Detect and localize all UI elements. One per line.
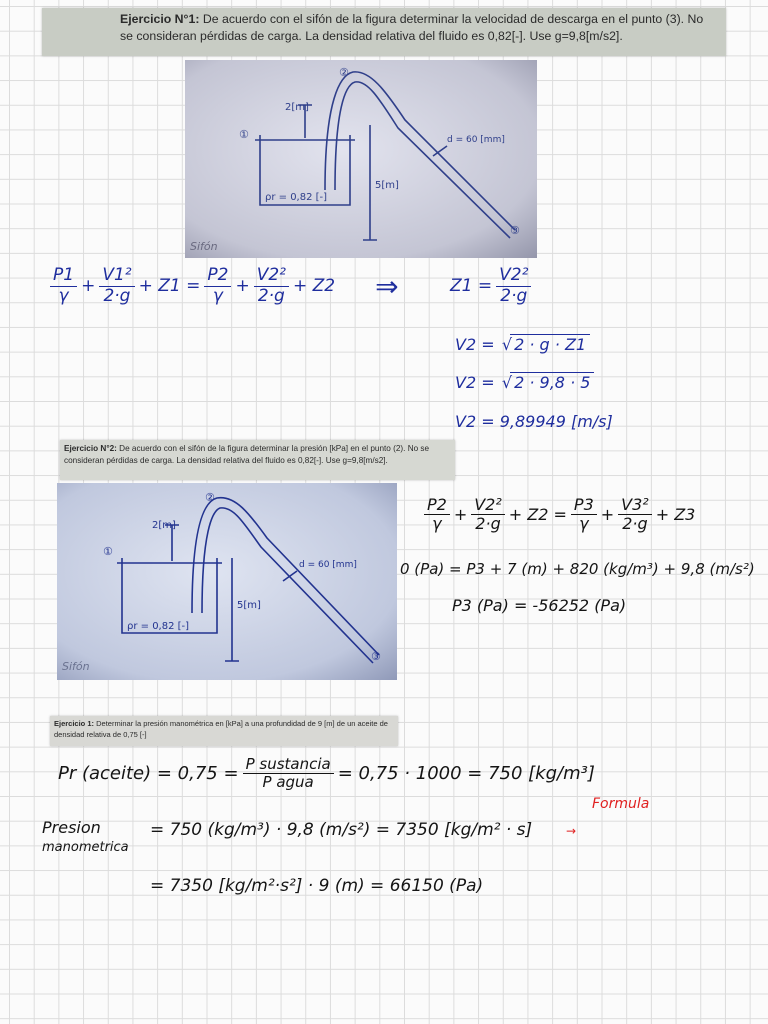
arrow-to-formula: →	[566, 824, 577, 838]
exercise-3-text: Determinar la presión manométrica en [kPa] a una profundidad de 9 [m] de un aceite de densidad relativa de 0,75 [-]	[54, 719, 388, 739]
figure-1-height-side: 5[m]	[375, 180, 399, 191]
equation-v2-result: V2 = 9,89949 [m/s]	[455, 412, 613, 431]
figure-2-point-3: ③	[371, 650, 381, 663]
exercise-3-label: Ejercicio 1:	[54, 719, 95, 728]
pressure-p3-result: P3 (Pa) = -56252 (Pa)	[452, 596, 627, 615]
figure-1-density: ρr = 0,82 [-]	[265, 192, 328, 203]
pressure-balance-equation: 0 (Pa) = P3 + 7 (m) + 820 (kg/m³) + 9,8 (m/s²)	[400, 560, 755, 578]
bernoulli-equation-1: $\frac{P1}{\gamma}$ + $\frac{\text{V1²}}{2\cdot g}$ + Z1 = $\frac{P2}{\gamma}$ + $\frac{\text{V2²}}{2\cdot g}$ + Z2 ⇒	[46, 266, 399, 306]
relative-density-equation: Pr (aceite) = 0,75 = $\frac{\text{P sustancia}}{\text{P agua}}$ = 0,75 · 1000 = 750 [kg/m³]	[58, 755, 595, 792]
formula-note: Formula	[592, 796, 650, 812]
bernoulli-equation-2: $\frac{P2}{\gamma}$ + $\frac{\text{V2²}}{2\cdot g}$ + Z2 = $\frac{P3}{\gamma}$ + $\frac{\text{V3²}}{2\cdot g}$ + Z3	[420, 496, 695, 534]
exercise-2-statement	[60, 440, 455, 480]
figure-2-height-side: 5[m]	[237, 600, 261, 611]
exercise-2-label: Ejercicio N°2:	[64, 444, 117, 453]
figure-1-height-top: 2[m]	[285, 102, 309, 113]
figure-2-diameter: d = 60 [mm]	[299, 560, 357, 570]
siphon-figure-2	[57, 483, 397, 680]
figure-1-point-2: ②	[339, 66, 349, 79]
exercise-1-text: De acuerdo con el sifón de la figura determinar la velocidad de descarga en el punto (3). No se consideran pérdidas de carga. La densidad relativa del fluido es 0,82[-]. Use g=9,8[m/s2].	[120, 12, 704, 43]
figure-2-height-top: 2[m]	[152, 520, 176, 531]
equation-v2-substituted: V2 = √ 2 · 9,8 · 5	[455, 372, 594, 392]
implies-arrow: ⇒	[375, 269, 399, 303]
figure-1-point-1: ①	[239, 128, 249, 141]
exercise-1-label: Ejercicio N°1:	[120, 12, 200, 26]
figure-2-point-1: ①	[103, 545, 113, 558]
exercise-1-statement	[42, 8, 726, 56]
manometric-pressure-equation: = 750 (kg/m³) · 9,8 (m/s²) = 7350 [kg/m² · s]	[150, 820, 533, 840]
equation-v2-formula: V2 = √ 2 · g · Z1	[455, 334, 590, 354]
equation-z1: Z1 = $\frac{\text{V2²}}{2\cdot g}$	[450, 266, 535, 306]
figure-2-caption: Sifón	[62, 660, 90, 673]
figure-2-density: ρr = 0,82 [-]	[127, 621, 190, 632]
exercise-2-text: De acuerdo con el sifón de la figura determinar la presión [kPa] en el punto (2). No se consideran pérdidas de carga. La densidad relativa del fluido es 0,82[-]. Use g=9,8[m/s2].	[64, 444, 430, 465]
figure-1-diameter: d = 60 [mm]	[447, 135, 505, 145]
figure-1-caption: Sifón	[190, 240, 218, 253]
figure-1-point-3: ③	[510, 224, 520, 237]
manometric-pressure-label: Presion manometrica	[42, 818, 129, 855]
manometric-pressure-result: = 7350 [kg/m²·s²] · 9 (m) = 66150 (Pa)	[150, 876, 484, 896]
siphon-figure-1	[185, 60, 537, 258]
exercise-3-statement	[50, 716, 398, 746]
figure-2-point-2: ②	[205, 491, 215, 504]
